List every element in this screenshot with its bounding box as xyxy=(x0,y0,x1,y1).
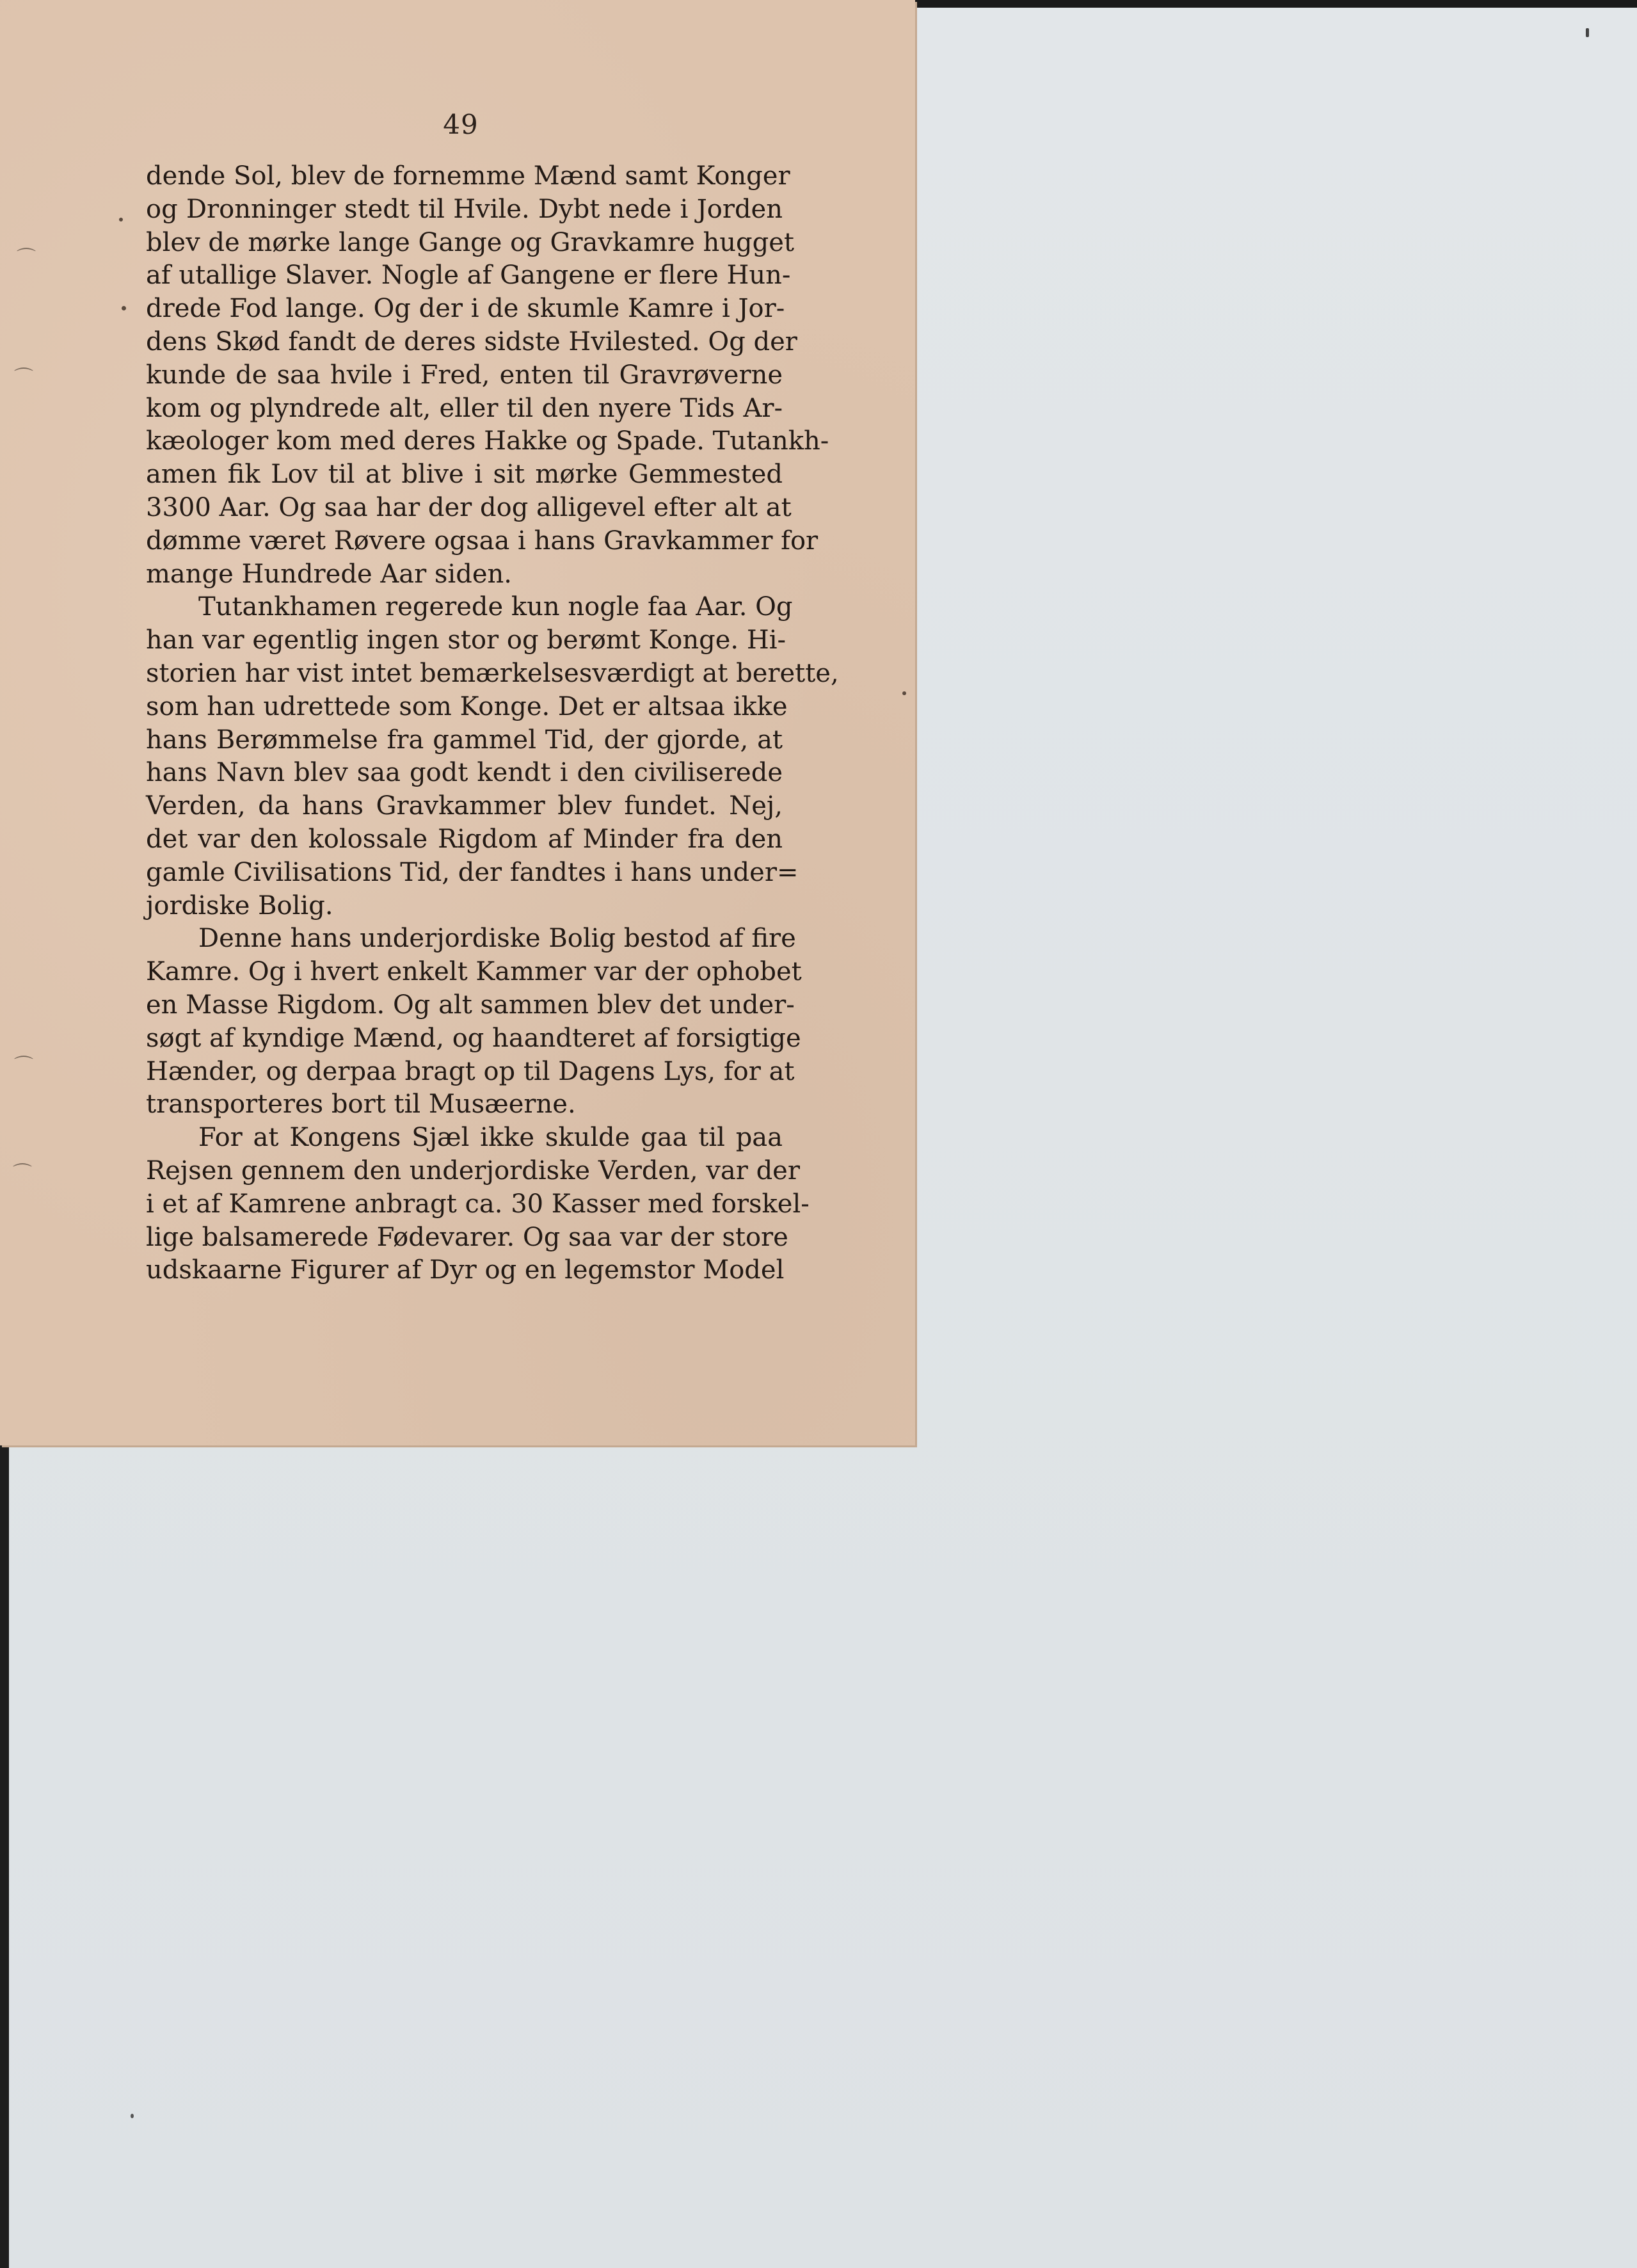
text-line: en Masse Rigdom. Og alt sammen blev det under- xyxy=(146,990,795,1020)
page-number: 49 xyxy=(443,109,479,140)
binding-hole-mark: ⌒ xyxy=(14,1055,33,1077)
text-line: jordiske Bolig. xyxy=(146,890,333,921)
text-line: søgt af kyndige Mænd, og haandteret af forsigtige xyxy=(146,1023,801,1053)
text-line: For at Kongens Sjæl ikke skulde gaa til paa xyxy=(198,1123,783,1153)
text-line: transporteres bort til Musæerne. xyxy=(146,1090,576,1120)
paragraph xyxy=(146,922,802,1122)
text-line: udskaarne Figurer af Dyr og en legemstor Model xyxy=(146,1255,785,1285)
binding-hole-mark: ⌒ xyxy=(13,1162,32,1185)
text-line: blev de mørke lange Gange og Gravkamre hugget xyxy=(146,227,795,257)
text-line: 3300 Aar. Og saa har der dog alligevel efter alt at xyxy=(146,492,792,522)
text-line: kæologer kom med deres Hakke og Spade. Tutankh- xyxy=(146,426,829,456)
text-line: dens Skød fandt de deres sidste Hvilested. Og der xyxy=(146,326,797,357)
text-line: kunde de saa hvile i Fred, enten til Gravrøverne xyxy=(146,360,783,390)
text-line: det var den kolossale Rigdom af Minder fra den xyxy=(146,824,783,854)
ink-speck xyxy=(122,306,126,310)
text-line: som han udrettede som Konge. Det er altsaa ikke xyxy=(146,691,788,721)
text-line: Denne hans underjordiske Bolig bestod af fire xyxy=(198,924,796,954)
text-line: af utallige Slaver. Nogle af Gangene er flere Hun- xyxy=(146,261,791,291)
scanner-edge-left xyxy=(0,1445,9,2268)
text-line: og Dronninger stedt til Hvile. Dybt nede i Jorden xyxy=(146,194,783,224)
text-line: amen fik Lov til at blive i sit mørke Gemmested xyxy=(146,460,783,490)
page-text xyxy=(146,160,839,1287)
text-line: kom og plyndrede alt, eller til den nyere Tids Ar- xyxy=(146,393,783,423)
paragraph xyxy=(146,591,839,922)
text-line: dende Sol, blev de fornemme Mænd samt Konger xyxy=(146,161,790,191)
text-line: dømme været Røvere ogsaa i hans Gravkammer for xyxy=(146,526,818,556)
text-line: storien har vist intet bemærkelsesværdigt at berette, xyxy=(146,658,839,688)
binding-hole-mark: ⌒ xyxy=(17,247,36,269)
text-line: mange Hundrede Aar siden. xyxy=(146,559,512,589)
text-line: Rejsen gennem den underjordiske Verden, var der xyxy=(146,1155,800,1186)
book-page xyxy=(0,0,915,1445)
text-line: gamle Civilisations Tid, der fandtes i hans under= xyxy=(146,857,799,887)
text-line: Tutankhamen regerede kun nogle faa Aar. Og xyxy=(198,592,793,622)
text-line: i et af Kamrene anbragt ca. 30 Kasser med forskel- xyxy=(146,1189,810,1219)
text-line: hans Berømmelse fra gammel Tid, der gjorde, at xyxy=(146,725,783,755)
text-line: Verden, da hans Gravkammer blev fundet. Nej, xyxy=(146,791,783,821)
text-line: drede Fod lange. Og der i de skumle Kamre i Jor- xyxy=(146,294,785,324)
text-line: Hænder, og derpaa bragt op til Dagens Lys, for at xyxy=(146,1056,795,1086)
scanner-speck xyxy=(131,2114,134,2118)
text-line: hans Navn blev saa godt kendt i den civiliserede xyxy=(146,758,783,788)
text-line: lige balsamerede Fødevarer. Og saa var der store xyxy=(146,1222,788,1252)
text-line: han var egentlig ingen stor og berømt Konge. Hi- xyxy=(146,625,787,655)
scanner-speck xyxy=(1586,28,1589,37)
ink-speck xyxy=(119,218,123,221)
text-line: Kamre. Og i hvert enkelt Kammer var der ophobet xyxy=(146,957,802,987)
ink-speck xyxy=(902,691,906,695)
paragraph xyxy=(146,160,829,591)
binding-hole-mark: ⌒ xyxy=(14,367,33,389)
paragraph xyxy=(146,1122,810,1287)
